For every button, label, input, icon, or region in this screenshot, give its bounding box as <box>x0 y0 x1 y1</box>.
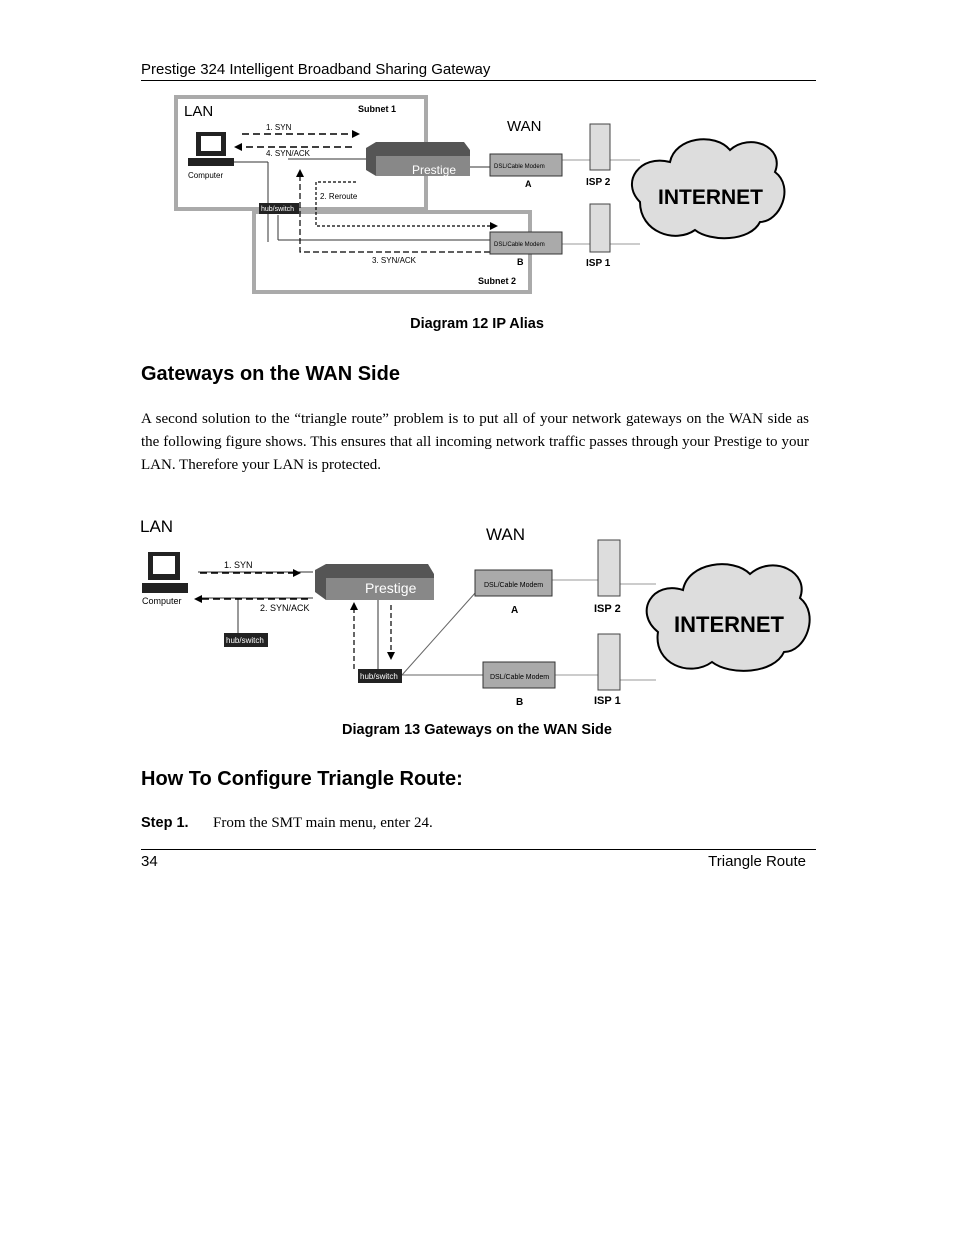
section-heading-wan-side: Gateways on the WAN Side <box>141 363 400 385</box>
isp2-server-icon <box>598 540 620 596</box>
diagram-ip-alias <box>170 92 790 297</box>
computer-label: Computer <box>188 171 224 180</box>
wan-label: WAN <box>486 525 526 544</box>
isp1-server-icon <box>598 634 620 690</box>
diagram13-caption: Diagram 13 Gateways on the WAN Side <box>342 722 612 738</box>
modem-a-letter: A <box>525 179 532 189</box>
synack-label: 2. SYN/ACK <box>260 603 310 613</box>
section-heading-configure: How To Configure Triangle Route: <box>141 768 463 790</box>
internet-label: INTERNET <box>658 186 763 209</box>
page-number: 34 <box>141 853 158 870</box>
hub-wan-label: hub/switch <box>360 672 398 681</box>
footer-rule <box>141 849 816 850</box>
subnet2-label: Subnet 2 <box>478 276 517 286</box>
lan-label: LAN <box>140 517 174 536</box>
body-paragraph: A second solution to the “triangle route” problem is to put all of your network gateways on the WAN side as the following figure shows. This ensures that all incoming network traffic passes through your Prestige to your LAN. Therefore your LAN is protected. <box>141 411 809 473</box>
prestige-label: Prestige <box>365 580 417 596</box>
hub-label: hub/switch <box>261 206 295 213</box>
modem-b-label: DSL/Cable Modem <box>494 242 545 248</box>
computer-label: Computer <box>142 596 182 606</box>
step-label: Step 1. <box>141 815 189 831</box>
modem-b-label: DSL/Cable Modem <box>490 674 550 681</box>
internet-label: INTERNET <box>674 612 784 637</box>
synack4-label: 4. SYN/ACK <box>266 149 311 158</box>
isp1-label: ISP 1 <box>594 695 621 707</box>
syn-label: 1. SYN <box>224 560 253 570</box>
modem-b-letter: B <box>516 697 524 708</box>
synack3-label: 3. SYN/ACK <box>372 256 417 265</box>
isp2-label: ISP 2 <box>594 603 621 615</box>
hub-lan-label: hub/switch <box>226 636 264 645</box>
syn-label: 1. SYN <box>266 123 292 132</box>
diagram12-caption: Diagram 12 IP Alias <box>410 316 544 332</box>
isp1-server-icon <box>590 204 610 252</box>
running-header: Prestige 324 Intelligent Broadband Sharing Gateway <box>141 61 491 78</box>
chapter-title: Triangle Route <box>708 853 806 870</box>
diagram-gateways-wan-side <box>138 512 818 712</box>
lan-label: LAN <box>184 103 214 120</box>
isp2-label: ISP 2 <box>586 177 611 188</box>
wan-label: WAN <box>507 118 542 135</box>
prestige-label: Prestige <box>412 163 457 177</box>
isp2-server-icon <box>590 124 610 170</box>
step-text: From the SMT main menu, enter 24. <box>213 815 433 831</box>
modem-b-letter: B <box>517 257 524 267</box>
isp1-label: ISP 1 <box>586 258 611 269</box>
subnet1-label: Subnet 1 <box>358 104 397 114</box>
modem-a-label: DSL/Cable Modem <box>494 164 545 170</box>
modem-a-letter: A <box>511 605 519 616</box>
reroute-label: 2. Reroute <box>320 192 358 201</box>
modem-a-label: DSL/Cable Modem <box>484 582 544 589</box>
header-rule <box>141 80 816 81</box>
